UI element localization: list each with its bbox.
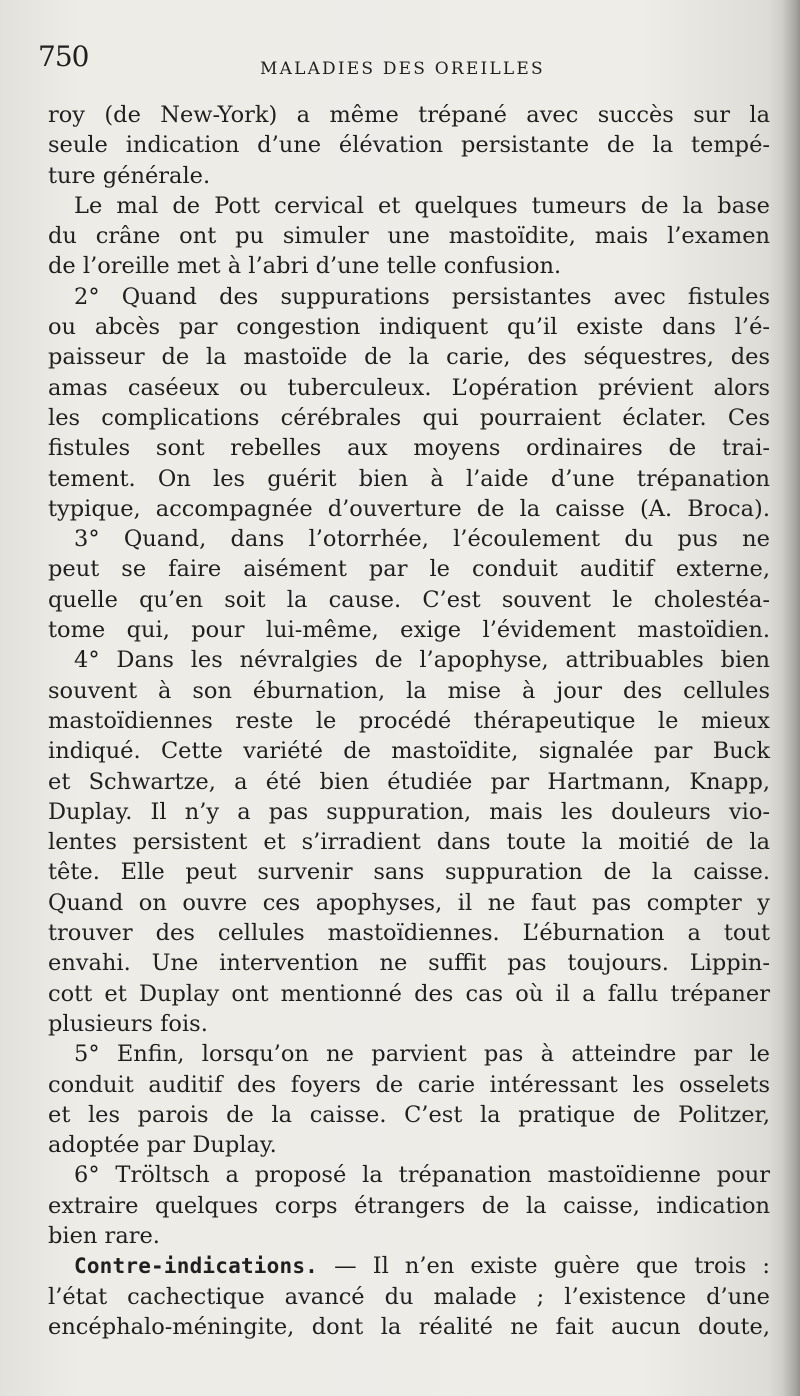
text-line: roy (de New-York) a même trépané avec succès sur la xyxy=(48,102,770,128)
page-header xyxy=(38,40,768,80)
section-heading: Contre-indications. xyxy=(74,1254,319,1279)
text-line: envahi. Une intervention ne suffit pas toujours. Lippin- xyxy=(48,950,770,977)
text-line: plusieurs fois. xyxy=(48,1010,208,1037)
text-line: ture générale. xyxy=(48,162,211,189)
text-line: adoptée par Duplay. xyxy=(48,1132,277,1159)
text-line: tement. On les guérit bien à l’aide d’une trépanation xyxy=(48,465,770,492)
text-line: 6° Tröltsch a proposé la trépanation mastoïdienne pour xyxy=(74,1162,770,1189)
text-line: fistules sont rebelles aux moyens ordinaires de trai- xyxy=(48,435,770,462)
text-line: tome qui, pour lui-même, exige l’évidement mastoïdien. xyxy=(48,617,770,644)
text-line: et Schwartze, a été bien étudiée par Hartmann, Knapp, xyxy=(48,768,770,795)
text-line: typique, accompagnée d’ouverture de la caisse (A. Broca). xyxy=(48,495,770,522)
text-line: extraire quelques corps étrangers de la caisse, indication xyxy=(48,1192,770,1219)
text-line: seule indication d’une élévation persistante de la tempé- xyxy=(48,132,770,159)
text-line: amas caséeux ou tuberculeux. L’opération prévient alors xyxy=(48,374,770,401)
text-line: de l’oreille met à l’abri d’une telle confusion. xyxy=(48,253,562,280)
contra-heading-line xyxy=(48,1251,770,1281)
text-line: encéphalo-méningite, dont la réalité ne fait aucun doute, xyxy=(48,1313,770,1340)
text-line: cott et Duplay ont mentionné des cas où il a fallu trépaner xyxy=(48,980,770,1007)
text-line: 4° Dans les névralgies de l’apophyse, attribuables bien xyxy=(74,647,770,674)
contra-heading-rest: — Il n’en existe guère que trois : xyxy=(318,1253,770,1280)
text-line: et les parois de la caisse. C’est la pratique de Politzer, xyxy=(48,1101,770,1128)
text-line: ou abcès par congestion indiquent qu’il existe dans l’é- xyxy=(48,314,770,341)
text-line: quelle qu’en soit la cause. C’est souvent le cholestéa- xyxy=(48,586,770,613)
text-line: Duplay. Il n’y a pas suppuration, mais les douleurs vio- xyxy=(48,798,770,825)
text-line: indiqué. Cette variété de mastoïdite, signalée par Buck xyxy=(48,738,770,765)
text-line: Le mal de Pott cervical et quelques tumeurs de la base xyxy=(74,192,770,219)
text-line: 3° Quand, dans l’otorrhée, l’écoulement du pus ne xyxy=(74,526,770,553)
page-edge-shadow xyxy=(782,0,800,1396)
text-line: tête. Elle peut survenir sans suppuration de la caisse. xyxy=(48,859,770,886)
text-line: du crâne ont pu simuler une mastoïdite, mais l’examen xyxy=(48,223,770,250)
text-line: trouver des cellules mastoïdiennes. L’éburnation a tout xyxy=(48,920,770,947)
text-line: peut se faire aisément par le conduit auditif externe, xyxy=(48,556,770,583)
text-line: mastoïdiennes reste le procédé thérapeutique le mieux xyxy=(48,707,770,734)
running-title: MALADIES DES OREILLES xyxy=(260,59,545,79)
text-line: 2° Quand des suppurations persistantes avec fistules xyxy=(74,283,770,310)
text-line: paisseur de la mastoïde de la carie, des séquestres, des xyxy=(48,344,770,371)
page-number: 750 xyxy=(38,40,89,73)
text-line: conduit auditif des foyers de carie intéressant les osselets xyxy=(48,1071,770,1098)
text-line: l’état cachectique avancé du malade ; l’existence d’une xyxy=(48,1283,770,1310)
text-line: les complications cérébrales qui pourraient éclater. Ces xyxy=(48,404,770,431)
text-line: Quand on ouvre ces apophyses, il ne faut pas compter y xyxy=(48,889,770,916)
text-line: bien rare. xyxy=(48,1222,160,1249)
text-line: lentes persistent et s’irradient dans toute la moitié de la xyxy=(48,829,770,856)
text-line: souvent à son éburnation, la mise à jour des cellules xyxy=(48,677,770,704)
body-text xyxy=(48,100,770,1342)
text-line: 5° Enfin, lorsqu’on ne parvient pas à atteindre par le xyxy=(74,1041,770,1068)
